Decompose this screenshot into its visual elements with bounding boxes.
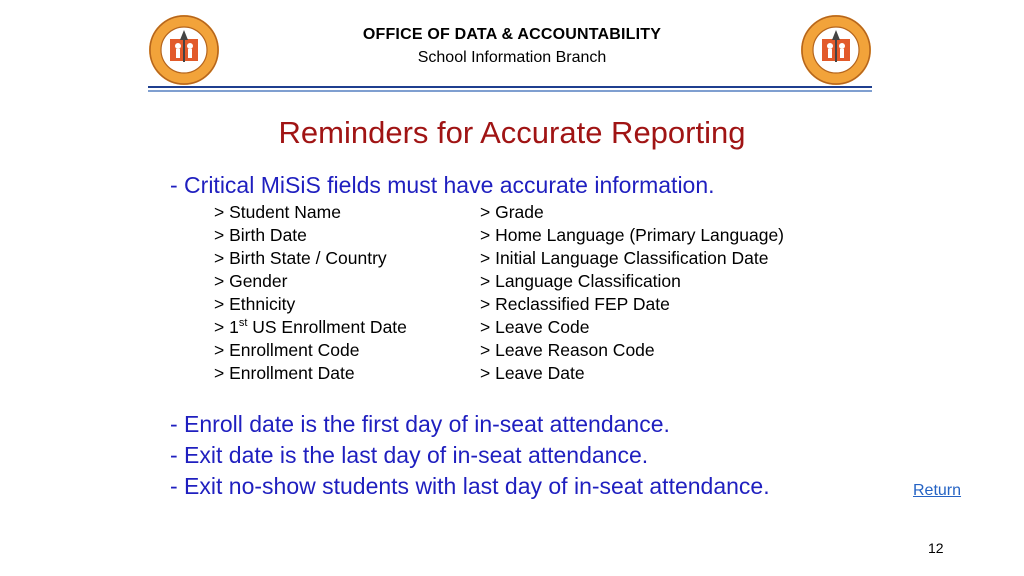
office-title: OFFICE OF DATA & ACCOUNTABILITY xyxy=(362,26,662,43)
header-divider-light xyxy=(148,90,872,92)
list-item: > Home Language (Primary Language) xyxy=(480,225,785,245)
attendance-notes xyxy=(170,409,770,502)
note-no-show: - Exit no-show students with last day of in-seat attendance. xyxy=(170,473,770,499)
list-item: > 1st US Enrollment Date xyxy=(214,317,407,337)
list-item: > Birth Date xyxy=(214,225,307,245)
slide-title: Reminders for Accurate Reporting xyxy=(278,115,746,150)
list-item: > Reclassified FEP Date xyxy=(480,294,670,314)
list-item: > Student Name xyxy=(214,202,341,222)
list-item: > Grade xyxy=(480,202,544,222)
branch-subtitle: School Information Branch xyxy=(417,49,607,66)
list-item: > Leave Reason Code xyxy=(480,340,655,360)
header-divider xyxy=(148,86,872,88)
note-enroll-date: - Enroll date is the first day of in-seat attendance. xyxy=(170,411,670,437)
list-item: > Gender xyxy=(214,271,288,291)
left-field-list xyxy=(214,201,407,385)
intro-bullet: - Critical MiSiS fields must have accurate information. xyxy=(170,172,715,198)
list-item: > Birth State / Country xyxy=(214,248,387,268)
right-field-list xyxy=(480,201,784,385)
list-item: > Ethnicity xyxy=(214,294,296,314)
list-item: > Leave Code xyxy=(480,317,590,337)
list-item: > Initial Language Classification Date xyxy=(480,248,769,268)
page-number: 12 xyxy=(928,540,944,556)
list-item: > Language Classification xyxy=(480,271,681,291)
list-item: > Leave Date xyxy=(480,363,585,383)
list-item: > Enrollment Date xyxy=(214,363,355,383)
return-link[interactable]: Return xyxy=(913,482,962,499)
note-exit-date: - Exit date is the last day of in-seat attendance. xyxy=(170,442,649,468)
list-item: > Enrollment Code xyxy=(214,340,360,360)
